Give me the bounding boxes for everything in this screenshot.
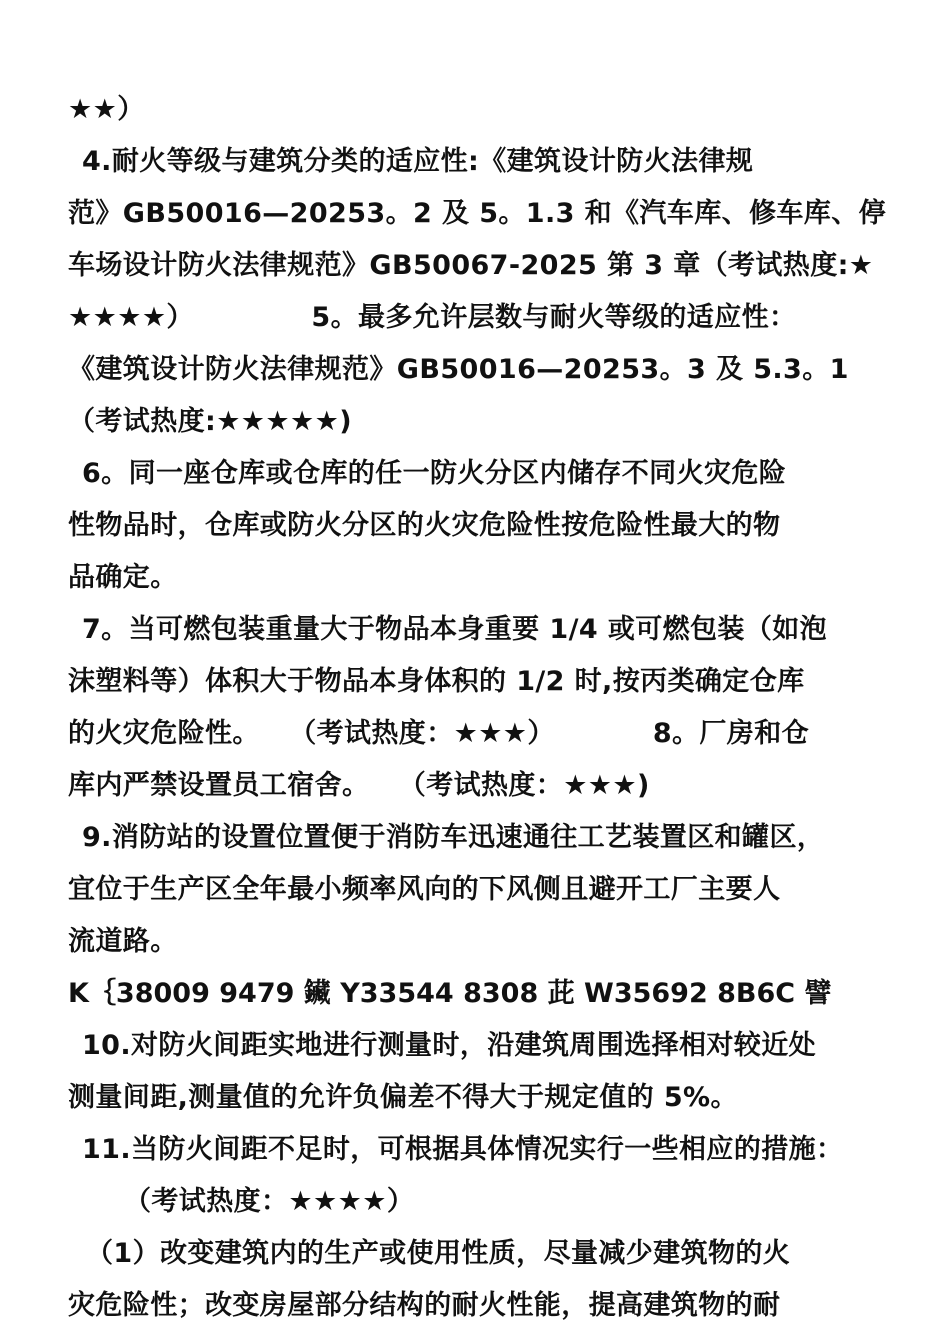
text-line: 10.对防火间距实地进行测量时，沿建筑周围选择相对较近处 [82, 1030, 817, 1061]
text-line: 9.消防站的设置位置便于消防车迅速通往工艺装置区和罐区， [82, 822, 825, 853]
text-line: （考试热度:★★★★★) [68, 406, 352, 437]
text-line: 范》GB50016—20253。2 及 5。1.3 和《汽车库、修车库、停 [68, 198, 887, 229]
text-line: K｛38009 9479 鑶 Y33544 8308 茈 W35692 8B6C 譬 [68, 978, 832, 1009]
text-line: 沫塑料等）体积大于物品本身体积的 1/2 时,按丙类确定仓库 [68, 666, 805, 697]
text-line: 车场设计防火法律规范》GB50067-2025 第 3 章（考试热度:★ [68, 250, 874, 281]
text-line: 灾危险性；改变房屋部分结构的耐火性能，提高建筑物的耐 [68, 1290, 781, 1321]
text-line: 宜位于生产区全年最小频率风向的下风侧且避开工厂主要人 [68, 874, 781, 905]
text-line: 库内严禁设置员工宿舍。 （考试热度：★★★) [68, 770, 650, 801]
text-line: 性物品时，仓库或防火分区的火灾危险性按危险性最大的物 [68, 510, 781, 541]
text-line: 流道路。 [68, 926, 178, 957]
text-line: 4.耐火等级与建筑分类的适应性:《建筑设计防火法律规 [82, 146, 754, 177]
text-line: 7。当可燃包装重量大于物品本身重要 1/4 或可燃包装（如泡 [82, 614, 828, 645]
text-line: 6。同一座仓库或仓库的任一防火分区内储存不同火灾危险 [82, 458, 787, 489]
text-line: ★★） [68, 94, 145, 125]
text-line: 的火灾危险性。 （考试热度：★★★） 8。厂房和仓 [68, 718, 809, 749]
text-line: 《建筑设计防火法律规范》GB50016—20253。3 及 5.3。1 [68, 354, 849, 385]
text-line: （1）改变建筑内的生产或使用性质，尽量减少建筑物的火 [86, 1238, 791, 1269]
text-line: ★★★★） 5。最多允许层数与耐火等级的适应性： [68, 302, 797, 333]
text-line: 品确定。 [68, 562, 178, 593]
text-line: 测量间距,测量值的允许负偏差不得大于规定值的 5%。 [68, 1082, 738, 1113]
text-line: 11.当防火间距不足时，可根据具体情况实行一些相应的措施： [82, 1134, 844, 1165]
text-line: （考试热度：★★★★） [124, 1186, 415, 1217]
